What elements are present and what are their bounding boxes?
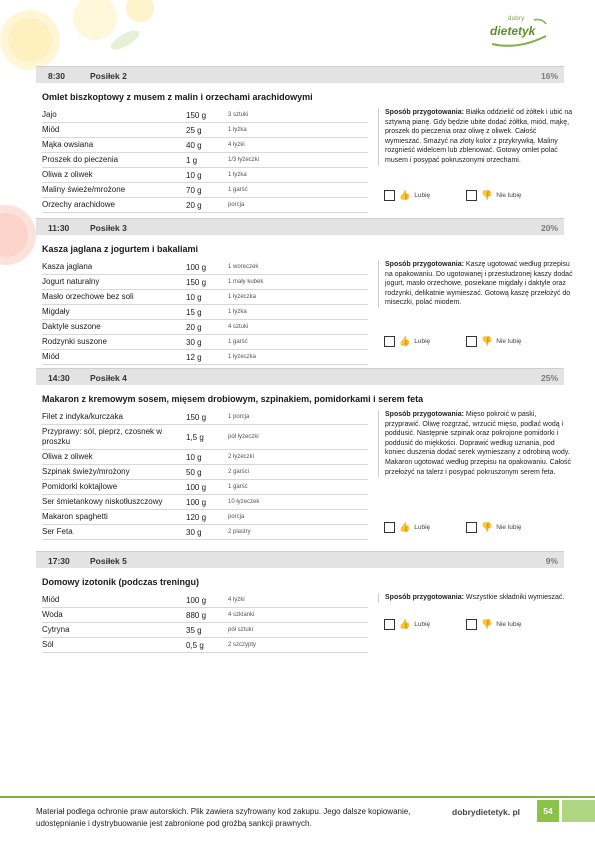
ingredient-unit: 4 łyżki <box>228 597 245 603</box>
dislike-control[interactable] <box>466 522 522 533</box>
copyright-notice: Materiał podlega ochronie praw autorskich. Plik zawiera szyfrowany kod zakupu. Jego dalsze kopiowanie, udostępnianie i dystrybuowanie jest zabronione pod groźbą sankcji prawnych. <box>36 807 411 828</box>
ingredient-qty: 1,5 g <box>186 432 204 442</box>
logo-top-text: dobry <box>508 16 525 22</box>
meal-name: Posiłek 4 <box>90 373 127 383</box>
ingredient-unit: 2 plastry <box>228 529 251 535</box>
meal-percent: 9% <box>545 556 558 566</box>
ingredient-qty: 50 g <box>186 467 202 477</box>
ingredient-qty: 150 g <box>186 277 207 287</box>
ingredient-row <box>42 108 368 123</box>
ingredient-unit: 1 garść <box>228 484 248 490</box>
ingredient-name: Woda <box>42 610 63 619</box>
ingredient-qty: 20 g <box>186 322 202 332</box>
dislike-checkbox[interactable] <box>466 522 477 533</box>
dislike-label: Nie lubię <box>496 621 522 628</box>
ingredient-qty: 30 g <box>186 337 202 347</box>
ingredient-row <box>42 198 368 213</box>
vote-controls <box>384 336 564 350</box>
like-control[interactable] <box>384 336 430 347</box>
ingredient-table <box>42 108 368 213</box>
thumbs-down-icon: 👎 <box>481 336 493 346</box>
ingredient-name: Ser śmietankowy niskotłuszczowy <box>42 497 163 506</box>
ingredient-qty: 20 g <box>186 200 202 210</box>
ingredient-name: Szpinak świeży/mrożony <box>42 467 130 476</box>
logo-main-text: dietetyk <box>490 24 536 38</box>
ingredient-name: Oliwa z oliwek <box>42 170 93 179</box>
ingredient-qty: 15 g <box>186 307 202 317</box>
ingredient-row <box>42 153 368 168</box>
meal-percent: 20% <box>540 223 558 233</box>
meal-percent: 16% <box>540 71 558 81</box>
vote-controls <box>384 619 564 633</box>
prep-label: Sposób przygotowania: <box>385 594 464 601</box>
ingredient-name: Przyprawy: sól, pieprz, czosnek w proszku <box>42 427 163 446</box>
ingredient-row <box>42 450 368 465</box>
meal-name: Posiłek 3 <box>90 223 127 233</box>
ingredient-unit: porcja <box>228 514 245 520</box>
meal-section <box>36 368 571 537</box>
ingredient-name: Filet z indyka/kurczaka <box>42 412 123 421</box>
ingredient-table <box>42 260 368 365</box>
ingredient-name: Daktyle suszone <box>42 322 101 331</box>
like-label: Lubię <box>414 338 431 345</box>
thumbs-up-icon: 👍 <box>399 336 411 346</box>
dislike-control[interactable] <box>466 336 522 347</box>
ingredient-name: Kasza jaglana <box>42 262 93 271</box>
thumbs-down-icon: 👎 <box>481 522 493 532</box>
ingredient-unit: 1 łyżka <box>228 172 247 178</box>
ingredient-unit: 1 łyżka <box>228 309 247 315</box>
dislike-checkbox[interactable] <box>466 190 477 201</box>
page-footer <box>0 796 595 844</box>
meal-name: Posiłek 5 <box>90 556 127 566</box>
ingredient-unit: 1 mały kubek <box>228 279 264 285</box>
dislike-label: Nie lubię <box>496 338 522 345</box>
ingredient-name: Proszek do pieczenia <box>42 155 119 164</box>
ingredient-row <box>42 183 368 198</box>
page-number-accent <box>562 800 595 822</box>
thumbs-up-icon: 👍 <box>399 522 411 532</box>
ingredient-row <box>42 275 368 290</box>
thumbs-up-icon: 👍 <box>399 190 411 200</box>
meal-header <box>36 66 564 83</box>
ingredient-unit: 1 łyżka <box>228 127 247 133</box>
ingredient-qty: 70 g <box>186 185 202 195</box>
ingredient-qty: 35 g <box>186 625 202 635</box>
like-control[interactable] <box>384 522 430 533</box>
prep-label: Sposób przygotowania: <box>385 109 464 116</box>
like-label: Lubię <box>414 621 431 628</box>
meal-percent: 25% <box>540 373 558 383</box>
ingredient-row <box>42 425 368 450</box>
meal-time: 14:30 <box>48 373 70 383</box>
ingredient-row <box>42 168 368 183</box>
ingredient-row <box>42 465 368 480</box>
ingredient-name: Mąka owsiana <box>42 140 94 149</box>
ingredient-unit: 3 sztuki <box>228 112 249 118</box>
prep-label: Sposób przygotowania: <box>385 411 464 418</box>
ingredient-qty: 0,5 g <box>186 640 204 650</box>
ingredient-qty: 10 g <box>186 292 202 302</box>
ingredient-name: Miód <box>42 352 60 361</box>
meal-time: 11:30 <box>48 223 70 233</box>
ingredient-row <box>42 138 368 153</box>
ingredient-row <box>42 260 368 275</box>
ingredient-unit: porcja <box>228 202 245 208</box>
meal-header <box>36 551 564 568</box>
preparation-text <box>378 108 573 166</box>
ingredient-row <box>42 608 368 623</box>
ingredient-row <box>42 335 368 350</box>
preparation-text <box>378 260 573 308</box>
ingredient-unit: 1 garść <box>228 187 248 193</box>
ingredient-row <box>42 123 368 138</box>
ingredient-row <box>42 305 368 320</box>
citrus-decoration <box>0 0 160 70</box>
ingredient-name: Miód <box>42 595 60 604</box>
dislike-label: Nie lubię <box>496 192 522 199</box>
like-checkbox[interactable] <box>384 522 395 533</box>
ingredient-unit: 4 łyżki <box>228 142 245 148</box>
ingredient-qty: 30 g <box>186 527 202 537</box>
dislike-label: Nie lubię <box>496 524 522 531</box>
ingredient-name: Pomidorki koktajlowe <box>42 482 118 491</box>
ingredient-name: Masło orzechowe bez soli <box>42 292 134 301</box>
meal-header <box>36 218 564 235</box>
ingredient-name: Oliwa z oliwek <box>42 452 93 461</box>
thumbs-down-icon: 👎 <box>481 619 493 629</box>
meal-section <box>36 218 573 362</box>
ingredient-qty: 40 g <box>186 140 202 150</box>
ingredient-row <box>42 495 368 510</box>
dish-title: Kasza jaglana z jogurtem i bakaliami <box>42 244 199 254</box>
meal-time: 17:30 <box>48 556 70 566</box>
prep-body: Wszystkie składniki wymieszać. <box>463 594 565 601</box>
ingredient-unit: 1 łyżeczka <box>228 354 257 360</box>
ingredient-unit: 4 sztuki <box>228 324 249 330</box>
ingredient-qty: 12 g <box>186 352 202 362</box>
dislike-checkbox[interactable] <box>466 336 477 347</box>
ingredient-row <box>42 480 368 495</box>
ingredient-unit: pół łyżeczki <box>228 434 259 440</box>
vote-controls <box>384 190 564 204</box>
ingredient-name: Ser Feta <box>42 527 73 536</box>
ingredient-name: Makaron spaghetti <box>42 512 108 521</box>
ingredient-qty: 880 g <box>186 610 207 620</box>
page-number: 54 <box>537 800 559 822</box>
preparation-text <box>378 593 573 603</box>
ingredient-row <box>42 320 368 335</box>
ingredient-name: Orzechy arachidowe <box>42 200 115 209</box>
ingredient-name: Cytryna <box>42 625 70 634</box>
ingredient-unit: 10 łyżeczek <box>228 499 260 505</box>
ingredient-row <box>42 510 368 525</box>
ingredient-unit: 1 porcja <box>228 414 250 420</box>
thumbs-down-icon: 👎 <box>481 190 493 200</box>
ingredient-name: Migdały <box>42 307 70 316</box>
vote-controls <box>384 522 564 536</box>
ingredient-unit: 2 łyżeczki <box>228 454 255 460</box>
footer-site-link[interactable]: dobrydietetyk. pl <box>452 807 521 817</box>
meal-section <box>36 551 565 650</box>
ingredient-name: Jajo <box>42 110 57 119</box>
ingredient-qty: 100 g <box>186 595 207 605</box>
ingredient-row <box>42 623 368 638</box>
ingredient-unit: 2 szczypty <box>228 642 257 648</box>
ingredient-qty: 100 g <box>186 482 207 492</box>
thumbs-up-icon: 👍 <box>399 619 411 629</box>
ingredient-qty: 25 g <box>186 125 202 135</box>
like-checkbox[interactable] <box>384 336 395 347</box>
ingredient-row <box>42 525 368 540</box>
brand-logo <box>488 14 550 48</box>
prep-body: Kaszę ugotować według przepisu na opakowaniu. Do ugotowanej i przestudzonej kaszy dodać jogurt, masło orzechowe, posiekane migdały i daktyle oraz rodzynki, delikatnie wymieszać. Gotową kaszę przełożyć do miseczki, polać miodem. <box>385 261 573 307</box>
ingredient-qty: 150 g <box>186 412 207 422</box>
ingredient-qty: 100 g <box>186 497 207 507</box>
ingredient-unit: 1 woreczek <box>228 264 259 270</box>
ingredient-qty: 150 g <box>186 110 207 120</box>
like-checkbox[interactable] <box>384 619 395 630</box>
dislike-control[interactable] <box>466 190 522 201</box>
ingredient-name: Sól <box>42 640 54 649</box>
like-control[interactable] <box>384 190 430 201</box>
prep-label: Sposób przygotowania: <box>385 261 464 268</box>
ingredient-name: Rodzynki suszone <box>42 337 107 346</box>
ingredient-unit: pół sztuki <box>228 627 254 633</box>
preparation-text <box>378 410 573 477</box>
dish-title: Domowy izotonik (podczas treningu) <box>42 577 199 587</box>
ingredient-name: Miód <box>42 125 60 134</box>
like-label: Lubię <box>414 524 431 531</box>
dislike-checkbox[interactable] <box>466 619 477 630</box>
ingredient-name: Jogurt naturalny <box>42 277 100 286</box>
ingredient-qty: 100 g <box>186 262 207 272</box>
ingredient-unit: 4 szklanki <box>228 612 255 618</box>
prep-body: Mięso pokroić w paski, przyprawić. Oliwę rozgrzać, wrzucić mięso, podlać wodą i poddusić. Następnie szpinak oraz pokrojone pomidorki i poddusić do miękkości. Doprawić według uznania, pod koniec duszenia dodać serek wymieszany z odrobiną wody. Makaron ugotować według przepisu na opakowaniu. Całość przełożyć na talerz i posypać pokruszonym serem feta. <box>385 411 571 476</box>
dish-title: Makaron z kremowym sosem, mięsem drobiowym, szpinakiem, pomidorkami i serem feta <box>42 394 424 404</box>
meal-time: 8:30 <box>48 71 66 81</box>
ingredient-unit: 1 łyżeczka <box>228 294 257 300</box>
ingredient-row <box>42 350 368 365</box>
ingredient-unit: 2 garści <box>228 469 250 475</box>
like-label: Lubię <box>414 192 431 199</box>
ingredient-qty: 10 g <box>186 452 202 462</box>
ingredient-unit: 1 garść <box>228 339 248 345</box>
like-checkbox[interactable] <box>384 190 395 201</box>
ingredient-table <box>42 593 368 653</box>
ingredient-qty: 120 g <box>186 512 207 522</box>
meal-name: Posiłek 2 <box>90 71 127 81</box>
ingredient-qty: 10 g <box>186 170 202 180</box>
ingredient-row <box>42 593 368 608</box>
meal-header <box>36 368 564 385</box>
ingredient-name: Maliny świeże/mrożone <box>42 185 126 194</box>
ingredient-unit: 1/3 łyżeczki <box>228 157 260 163</box>
ingredient-table <box>42 410 368 540</box>
meal-section <box>36 66 573 210</box>
ingredient-row <box>42 290 368 305</box>
ingredient-row <box>42 638 368 653</box>
like-control[interactable] <box>384 619 430 630</box>
dislike-control[interactable] <box>466 619 522 630</box>
ingredient-qty: 1 g <box>186 155 198 165</box>
dish-title: Omlet biszkoptowy z musem z malin i orzechami arachidowymi <box>42 92 313 102</box>
grapefruit-decoration <box>0 200 40 270</box>
ingredient-row <box>42 410 368 425</box>
prep-body: Białka oddzielić od żółtek i ubić na sztywną pianę. Gdy będzie ubite dodać żółtka, miód, mąkę, proszek do pieczenia oraz oliwę z oliwek. Całość wymieszać. Smażyć na złoty kolor z przykrywką. Maliny rozgnieść widelcem lub zblenować. Gotowy omlet polać musem i posypać pokruszonymi orzechami. <box>385 109 573 164</box>
